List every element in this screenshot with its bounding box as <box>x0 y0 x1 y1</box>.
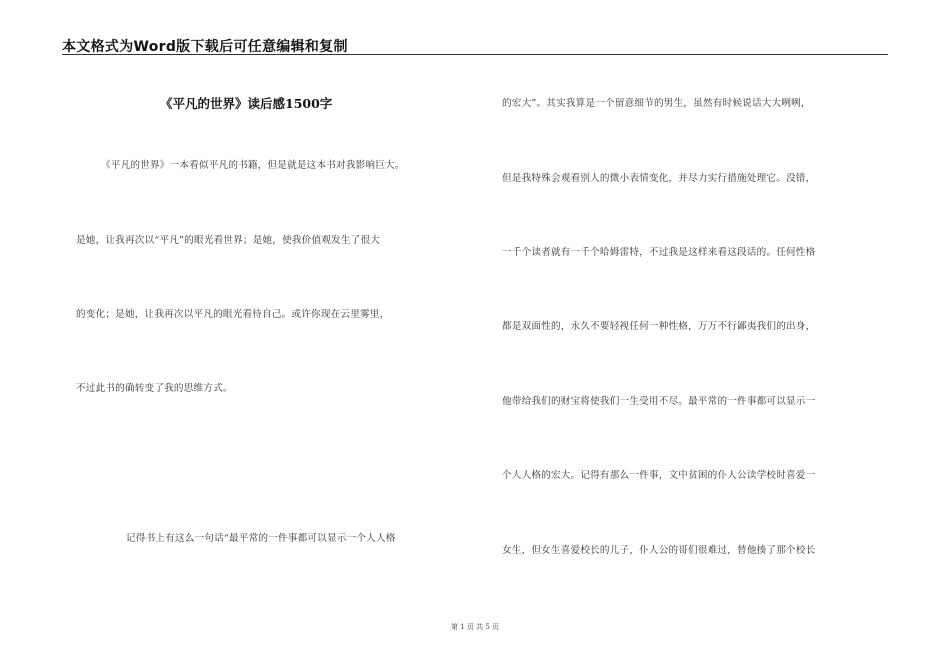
right-line-5: 他带给我们的财宝将使我们一生受用不尽。最平常的一件事都可以显示一 <box>502 396 816 407</box>
left-line-5: 记得书上有这么一句话“最平常的一件事都可以显示一个人人格 <box>126 533 396 544</box>
page-number-footer: 第 1 页 共 5 页 <box>450 623 500 631</box>
right-line-1: 的宏大”。其实我算是一个留意细节的男生，虽然有时候说话大大咧咧， <box>502 98 811 109</box>
document-title: 《平凡的世界》读后感1500字 <box>160 96 333 111</box>
right-line-3: 一千个读者就有一千个哈姆雷特，不过我是这样来看这段话的。任何性格 <box>502 247 816 258</box>
left-line-4: 不过此书的确转变了我的思维方式。 <box>76 383 233 394</box>
left-line-1: 《平凡的世界》一本看似平凡的书籍，但是就是这本书对我影响巨大。 <box>101 160 405 171</box>
header-divider <box>62 54 888 55</box>
right-line-6: 个人人格的宏大。记得有那么一件事，文中贫困的仆人公读学校时喜爱一 <box>502 470 816 481</box>
right-line-2: 但是我特殊会观看别人的微小表情变化，并尽力实行措施处理它。没错， <box>502 173 816 184</box>
right-line-7: 女生，但女生喜爱校长的儿子，仆人公的哥们很难过，替他揍了那个校长 <box>502 545 816 556</box>
right-line-4: 都是双面性的，永久不要轻视任何一种性格，万万不行鄙夷我们的出身， <box>502 321 816 332</box>
left-line-3: 的变化；是她，让我再次以平凡的眼光看待自己。或许你现在云里雾里， <box>76 309 390 320</box>
left-line-2: 是她，让我再次以“平凡”的眼光看世界；是她，使我价值观发生了很大 <box>76 235 381 246</box>
page-header-note: 本文格式为Word版下载后可任意编辑和复制 <box>62 39 348 55</box>
